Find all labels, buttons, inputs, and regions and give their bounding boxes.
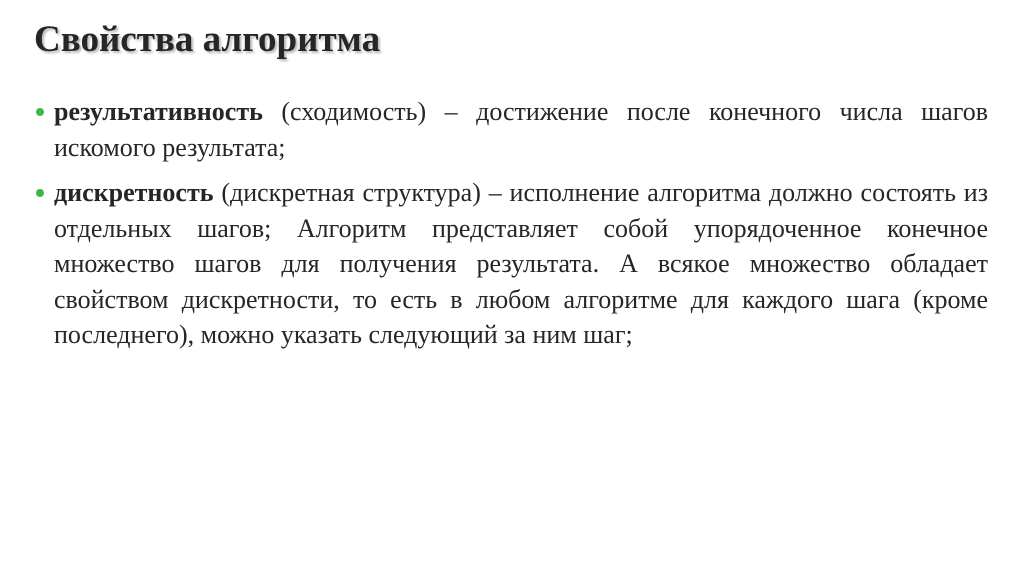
bullet-text: (дискретная структура) – исполнение алгоритма должно состоять из отдельных шагов; Алгоритм представляет собой упорядоченное конечное множество шагов для получения результата. А всякое множество обладает свойством дискретности, то есть в любом алгоритме для каждого шага (кроме последнего), можно указать следующий за ним шаг; xyxy=(54,178,988,349)
bullet-item-resultativity xyxy=(36,94,988,165)
bullet-dot-icon xyxy=(36,189,44,197)
bullet-term: результативность xyxy=(54,97,263,126)
bullet-text: (сходимость) – достижение после конечного числа шагов искомого результата; xyxy=(54,97,988,162)
bullet-dot-icon xyxy=(36,108,44,116)
bullet-list xyxy=(36,94,988,363)
slide-title: Свойства алгоритма xyxy=(34,19,381,60)
bullet-item-discreteness xyxy=(36,175,988,353)
bullet-term: дискретность xyxy=(54,178,214,207)
